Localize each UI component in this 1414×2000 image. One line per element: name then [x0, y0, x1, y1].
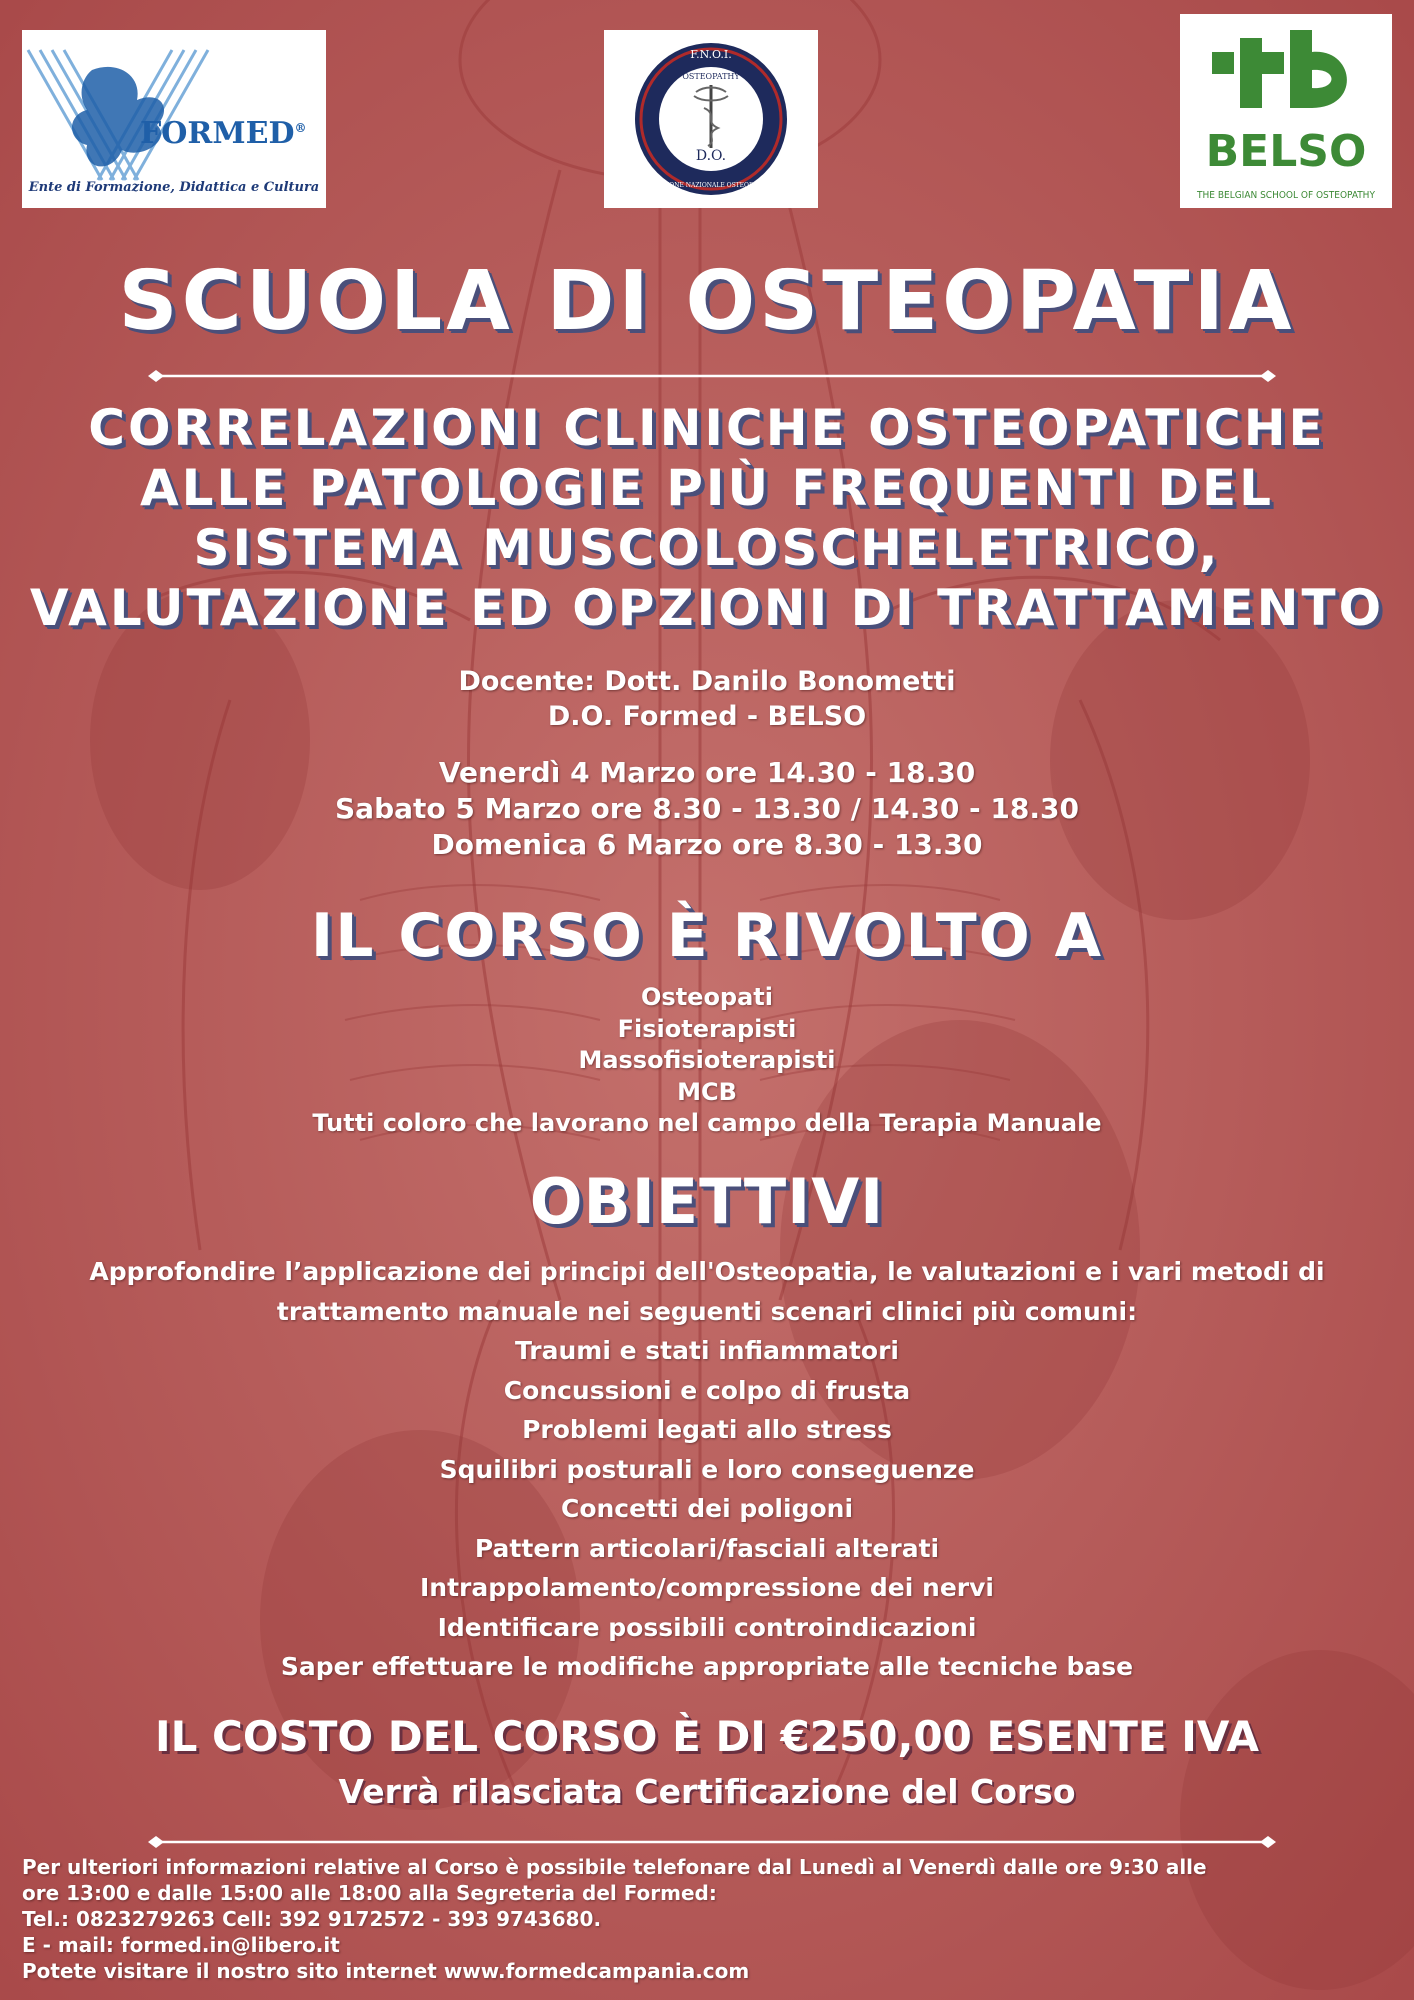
belso-mark-icon [1180, 14, 1392, 208]
formed-trademark: ® [294, 121, 307, 135]
teacher-name: Docente: Dott. Danilo Bonometti [458, 666, 956, 697]
audience-item: Osteopati [641, 983, 773, 1011]
audience-item: Fisioterapisti [617, 1014, 797, 1043]
schedule-line: Venerdì 4 Marzo ore 14.30 - 18.30 [438, 756, 976, 789]
objective-item: Concetti dei poligoni [560, 1494, 854, 1523]
schedule-block [0, 755, 1414, 863]
belso-logo [1180, 14, 1392, 208]
footer-phone: Tel.: 0823279263 Cell: 392 9172572 - 393 9743680. [22, 1907, 602, 1931]
footer-line: ore 13:00 e dalle 15:00 alle 18:00 alla Segreteria del Formed: [22, 1881, 717, 1905]
footer-website[interactable]: Potete visitare il nostro sito internet www.formedcampania.com [22, 1959, 750, 1983]
subtitle-line: VALUTAZIONE ED OPZIONI DI TRATTAMENTO [29, 579, 1385, 637]
formed-name: FORMED [140, 116, 295, 151]
fnoi-do-text: D.O. [695, 148, 727, 164]
objective-item: Identificare possibili controindicazioni [437, 1612, 977, 1642]
fnoi-top-text: F.N.O.I. [690, 48, 732, 61]
teacher-block [0, 664, 1414, 734]
audience-item: Tutti coloro che lavorano nel campo della Terapia Manuale [312, 1109, 1102, 1137]
objectives-list [0, 1252, 1414, 1687]
top-divider [148, 370, 1276, 382]
objectives-intro: trattamento manuale nei seguenti scenari clinici più comuni: [276, 1296, 1138, 1326]
subtitle-line: CORRELAZIONI CLINICHE OSTEOPATICHE [88, 399, 1326, 457]
objectives-heading: OBIETTIVI [529, 1165, 885, 1238]
objective-item: Saper effettuare le modifiche appropriate alle tecniche base [280, 1652, 1134, 1681]
fnoi-ring-text: FEDERAZIONE NAZIONALE OSTEOPATI ITALIA [636, 182, 786, 189]
objective-item: Traumi e stati infiammatori [515, 1336, 899, 1365]
schedule-line: Sabato 5 Marzo ore 8.30 - 13.30 / 14.30 - 18.30 [335, 792, 1079, 825]
audience-heading: IL CORSO È RIVOLTO A [310, 901, 1104, 971]
objective-item: Intrappolamento/compressione dei nervi [420, 1573, 994, 1602]
objective-item: Concussioni e colpo di frusta [503, 1375, 911, 1405]
bottom-divider [148, 1836, 1276, 1848]
fnoi-inner-text: OSTEOPATHY [682, 72, 740, 81]
footer-line: Per ulteriori informazioni relative al Corso è possibile telefonare dal Lunedì al Venerdì dalle ore 9:30 alle [22, 1855, 1207, 1879]
cost-line: IL COSTO DEL CORSO È DI €250,00 ESENTE IVA [154, 1712, 1260, 1761]
schedule-line: Domenica 6 Marzo ore 8.30 - 13.30 [431, 828, 983, 861]
page-title: SCUOLA DI OSTEOPATIA [118, 254, 1296, 349]
footer-info [22, 1854, 1402, 1984]
course-subtitle [0, 398, 1414, 638]
objective-item: Squilibri posturali e loro conseguenze [439, 1454, 975, 1484]
fnoi-logo [604, 30, 818, 208]
belso-tagline: THE BELGIAN SCHOOL OF OSTEOPATHY [1197, 190, 1375, 201]
audience-item: MCB [677, 1077, 737, 1106]
objectives-intro: Approfondire l’applicazione dei principi dell'Osteopatia, le valutazioni e i vari metodi di [89, 1257, 1325, 1286]
formed-tagline: Ente di Formazione, Didattica e Cultura [28, 180, 320, 195]
certification-line: Verrà rilasciata Certificazione del Corso [338, 1772, 1076, 1811]
teacher-title: D.O. Formed - BELSO [547, 701, 867, 732]
objective-item: Pattern articolari/fasciali alterati [474, 1533, 940, 1563]
subtitle-line: ALLE PATOLOGIE PIÙ FREQUENTI DEL [139, 459, 1275, 517]
audience-list [0, 982, 1414, 1140]
objective-item: Problemi legati allo stress [522, 1415, 892, 1444]
footer-email[interactable]: E - mail: formed.in@libero.it [22, 1933, 340, 1957]
audience-item: Massofisioterapisti [578, 1046, 836, 1074]
belso-name: BELSO [1205, 126, 1367, 177]
formed-logo [22, 30, 326, 208]
subtitle-line: SISTEMA MUSCOLOSCHELETRICO, [193, 519, 1221, 577]
